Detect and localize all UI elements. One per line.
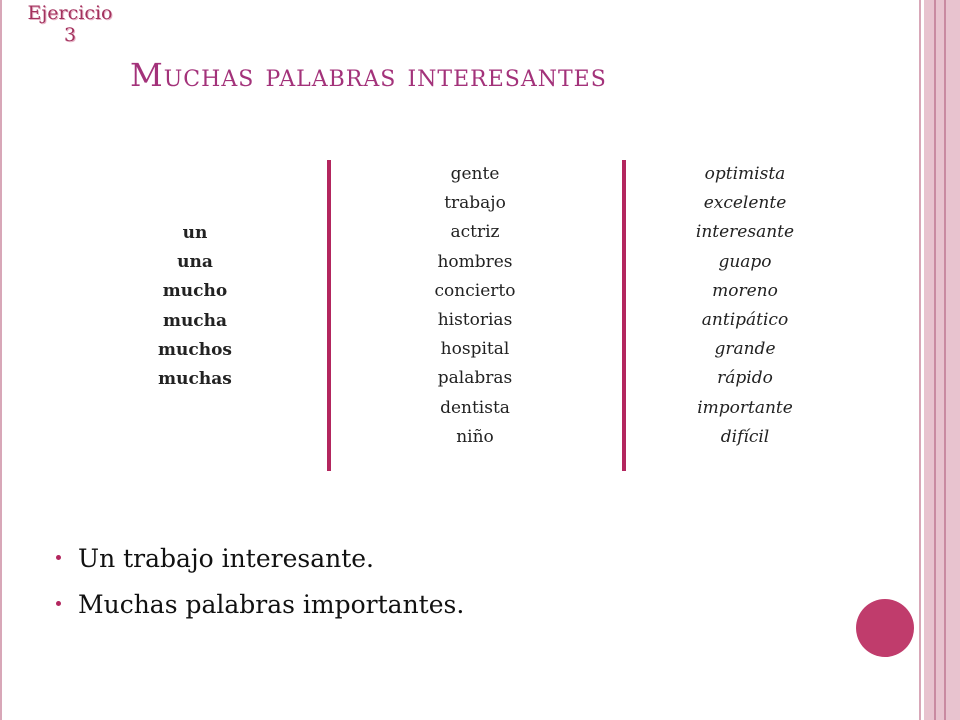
- exercise-label-number: 3: [63, 24, 77, 46]
- exercise-label-word: Ejercicio: [27, 2, 113, 24]
- noun-item: niño: [456, 426, 494, 447]
- determiner-item: mucha: [162, 310, 228, 331]
- slide-title: Muchas palabras interesantes: [130, 56, 607, 94]
- example-list: [48, 536, 464, 628]
- adjective-item: moreno: [712, 280, 778, 301]
- adjective-item: excelente: [703, 193, 787, 214]
- decor-band: [946, 0, 960, 720]
- decor-circle-icon: [856, 599, 914, 657]
- determiner-item: muchos: [158, 339, 232, 360]
- adjective-item: optimista: [704, 164, 786, 184]
- decor-band: [924, 0, 934, 720]
- bullet-icon: [56, 555, 61, 560]
- adjective-item: antipático: [701, 310, 789, 331]
- noun-item: dentista: [440, 397, 510, 418]
- exercise-label: [10, 2, 130, 46]
- determiner-item: una: [177, 252, 213, 273]
- adjective-column: [665, 160, 825, 452]
- adjective-item: difícil: [720, 426, 770, 447]
- noun-item: actriz: [450, 222, 500, 243]
- adjective-item: importante: [697, 397, 793, 418]
- adjective-item: rápido: [717, 368, 773, 389]
- slide-frame-left: [0, 0, 2, 720]
- determiner-item: mucho: [162, 281, 228, 302]
- noun-item: historias: [437, 310, 513, 331]
- slide-frame-right: [919, 0, 921, 720]
- bullet-icon: [56, 601, 61, 606]
- adjective-item: interesante: [695, 222, 795, 243]
- example-text: Muchas palabras importantes.: [78, 590, 465, 619]
- noun-item: hombres: [437, 251, 513, 272]
- noun-column: [400, 160, 550, 452]
- adjective-item: guapo: [718, 251, 772, 272]
- adjective-item: grande: [714, 339, 776, 360]
- column-divider: [327, 160, 331, 471]
- determiner-column: [130, 219, 260, 394]
- decor-band: [936, 0, 944, 720]
- noun-item: palabras: [437, 368, 513, 389]
- noun-item: trabajo: [444, 193, 506, 214]
- example-item: [48, 536, 464, 582]
- example-text: Un trabajo interesante.: [78, 544, 374, 573]
- noun-item: hospital: [440, 339, 510, 360]
- determiner-item: muchas: [158, 369, 232, 390]
- noun-item: concierto: [434, 280, 516, 301]
- noun-item: gente: [450, 164, 500, 184]
- column-divider: [622, 160, 626, 471]
- determiner-item: un: [182, 223, 208, 243]
- example-item: [48, 582, 464, 628]
